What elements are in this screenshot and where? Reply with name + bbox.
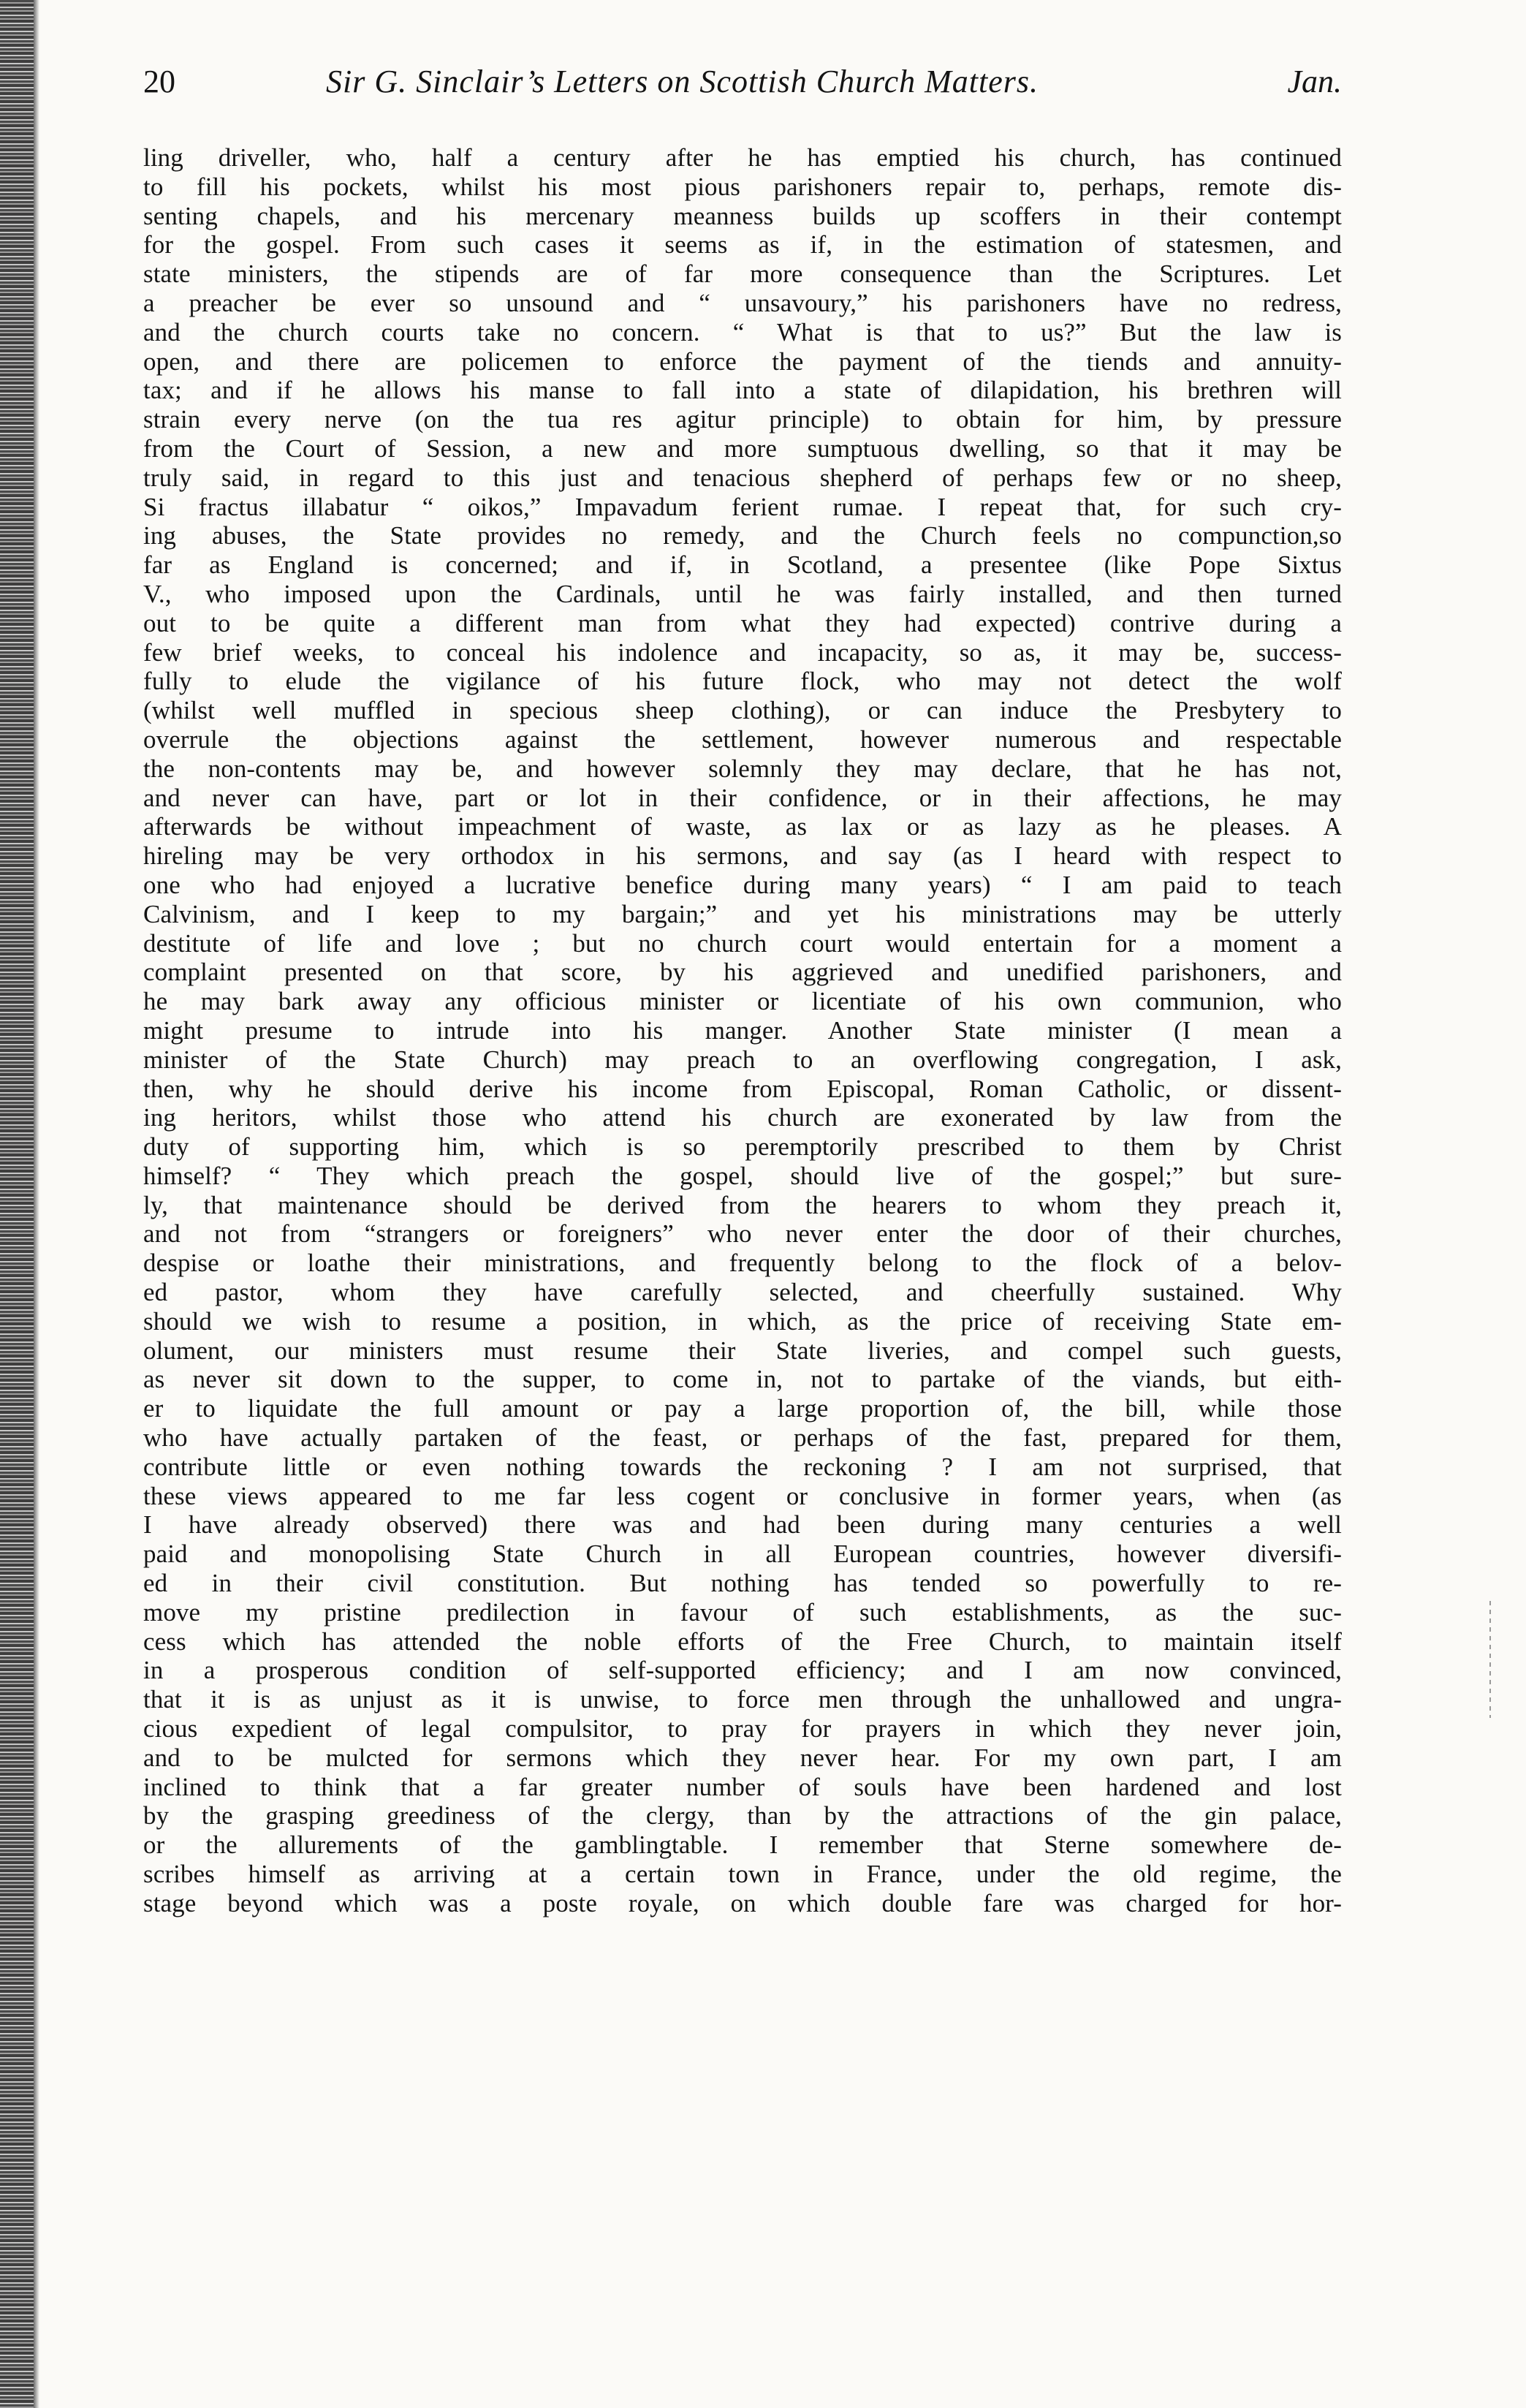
binding-shadow: [34, 0, 39, 2408]
text-line: olument, our ministers must resume their State liveries, and compel such guests,: [143, 1336, 1342, 1365]
text-line: state ministers, the stipends are of far more consequence than the Scriptures. Let: [143, 260, 1342, 289]
binding-edge: [0, 0, 34, 2408]
text-line: hireling may be very orthodox in his sermons, and say (as I heard with respect to: [143, 841, 1342, 871]
text-line: inclined to think that a far greater number of souls have been hardened and lost: [143, 1772, 1342, 1801]
text-line: might presume to intrude into his manger. Another State minister (I mean a: [143, 1015, 1342, 1045]
text-line: cious expedient of legal compulsitor, to pray for prayers in which they never join,: [143, 1714, 1342, 1743]
text-line: and to be mulcted for sermons which they never hear. For my own part, I am: [143, 1743, 1342, 1772]
text-line: should we wish to resume a position, in which, as the price of receiving State em-: [143, 1306, 1342, 1336]
text-line: himself? “ They which preach the gospel, should live of the gospel;” but sure-: [143, 1161, 1342, 1190]
text-line: senting chapels, and his mercenary meanness builds up scoffers in their contempt: [143, 201, 1342, 230]
text-line: tax; and if he allows his manse to fall into a state of dilapidation, his brethren will: [143, 376, 1342, 405]
text-line: open, and there are policemen to enforce the payment of the tiends and annuity-: [143, 347, 1342, 376]
text-line: I have already observed) there was and had been during many centuries a well: [143, 1510, 1342, 1540]
text-line: scribes himself as arriving at a certain town in France, under the old regime, the: [143, 1860, 1342, 1889]
text-line: V., who imposed upon the Cardinals, until he was fairly installed, and then turned: [143, 579, 1342, 608]
text-line: move my pristine predilection in favour of such establishments, as the suc-: [143, 1597, 1342, 1627]
text-line: he may bark away any officious minister or licentiate of his own communion, who: [143, 987, 1342, 1016]
text-line: cess which has attended the noble efforts of the Free Church, to maintain itself: [143, 1627, 1342, 1656]
text-line: paid and monopolising State Church in all European countries, however diversifi-: [143, 1540, 1342, 1569]
text-line: and never can have, part or lot in their confidence, or in their affections, he may: [143, 783, 1342, 812]
text-line: one who had enjoyed a lucrative benefice during many years) “ I am paid to teach: [143, 870, 1342, 899]
text-line: to fill his pockets, whilst his most pious parishoners repair to, perhaps, remote dis-: [143, 172, 1342, 201]
text-line: afterwards be without impeachment of waste, as lax or as lazy as he pleases. A: [143, 812, 1342, 841]
text-line: strain every nerve (on the tua res agitur principle) to obtain for him, by pressure: [143, 405, 1342, 434]
text-line: then, why he should derive his income from Episcopal, Roman Catholic, or dissent-: [143, 1074, 1342, 1103]
text-line: and not from “strangers or foreigners” who never enter the door of their churches,: [143, 1219, 1342, 1249]
text-line: out to be quite a different man from what they had expected) contrive during a: [143, 608, 1342, 637]
text-line: or the allurements of the gamblingtable. I remember that Sterne somewhere de-: [143, 1830, 1342, 1860]
text-line: er to liquidate the full amount or pay a large proportion of, the bill, while those: [143, 1394, 1342, 1423]
text-line: a preacher be ever so unsound and “ unsavoury,” his parishoners have no redress,: [143, 288, 1342, 317]
text-line: stage beyond which was a poste royale, on which double fare was charged for hor-: [143, 1888, 1342, 1917]
text-line: Calvinism, and I keep to my bargain;” and yet his ministrations may be utterly: [143, 899, 1342, 928]
text-line: duty of supporting him, which is so peremptorily prescribed to them by Christ: [143, 1132, 1342, 1162]
text-line: destitute of life and love ; but no church court would entertain for a moment a: [143, 928, 1342, 958]
text-line: far as England is concerned; and if, in Scotland, a presentee (like Pope Sixtus: [143, 550, 1342, 580]
text-line: for the gospel. From such cases it seems as if, in the estimation of statesmen, and: [143, 230, 1342, 260]
text-line: who have actually partaken of the feast, or perhaps of the fast, prepared for them,: [143, 1423, 1342, 1453]
body-text: [143, 143, 1342, 1918]
running-date: Jan.: [1287, 64, 1342, 99]
text-line: as never sit down to the supper, to come in, not to partake of the viands, but eith-: [143, 1365, 1342, 1394]
text-line: ed in their civil constitution. But nothing has tended so powerfully to re-: [143, 1569, 1342, 1598]
text-line: these views appeared to me far less cogent or conclusive in former years, when (as: [143, 1481, 1342, 1510]
text-line: (whilst well muffled in specious sheep clothing), or can induce the Presbytery to: [143, 696, 1342, 725]
running-title: Sir G. Sinclair’s Letters on Scottish Church Matters.: [326, 64, 1039, 99]
text-line: truly said, in regard to this just and tenacious shepherd of perhaps few or no sheep,: [143, 463, 1342, 492]
text-line: fully to elude the vigilance of his future flock, who may not detect the wolf: [143, 667, 1342, 696]
text-line: overrule the objections against the settlement, however numerous and respectable: [143, 724, 1342, 754]
text-line: by the grasping greediness of the clergy, than by the attractions of the gin palace,: [143, 1801, 1342, 1830]
text-line: despise or loathe their ministrations, and frequently belong to the flock of a belov-: [143, 1249, 1342, 1278]
text-line: few brief weeks, to conceal his indolence and incapacity, so as, it may be, success-: [143, 637, 1342, 667]
text-line: ly, that maintenance should be derived from the hearers to whom they preach it,: [143, 1190, 1342, 1219]
text-line: and the church courts take no concern. “ What is that to us?” But the law is: [143, 317, 1342, 347]
text-line: the non-contents may be, and however solemnly they may declare, that he has not,: [143, 754, 1342, 783]
text-line: ing abuses, the State provides no remedy, and the Church feels no compunction,so: [143, 521, 1342, 550]
text-line: contribute little or even nothing towards the reckoning ? I am not surprised, that: [143, 1452, 1342, 1481]
text-line: minister of the State Church) may preach to an overflowing congregation, I ask,: [143, 1045, 1342, 1074]
text-line: that it is as unjust as it is unwise, to force men through the unhallowed and ungra-: [143, 1685, 1342, 1714]
text-line: complaint presented on that score, by his aggrieved and unedified parishoners, and: [143, 958, 1342, 987]
text-line: Si fractus illabatur “ oikos,” Impavadum ferient rumae. I repeat that, for such cry-: [143, 492, 1342, 521]
text-line: from the Court of Session, a new and more sumptuous dwelling, so that it may be: [143, 433, 1342, 463]
page-number: 20: [143, 64, 175, 99]
text-line: in a prosperous condition of self-supported efficiency; and I am now convinced,: [143, 1656, 1342, 1685]
text-line: ed pastor, whom they have carefully selected, and cheerfully sustained. Why: [143, 1278, 1342, 1307]
margin-rule: [1489, 1601, 1491, 1718]
text-line: ling driveller, who, half a century after he has emptied his church, has continued: [143, 143, 1342, 172]
page-header: [143, 63, 1342, 114]
text-line: ing heritors, whilst those who attend his church are exonerated by law from the: [143, 1103, 1342, 1132]
